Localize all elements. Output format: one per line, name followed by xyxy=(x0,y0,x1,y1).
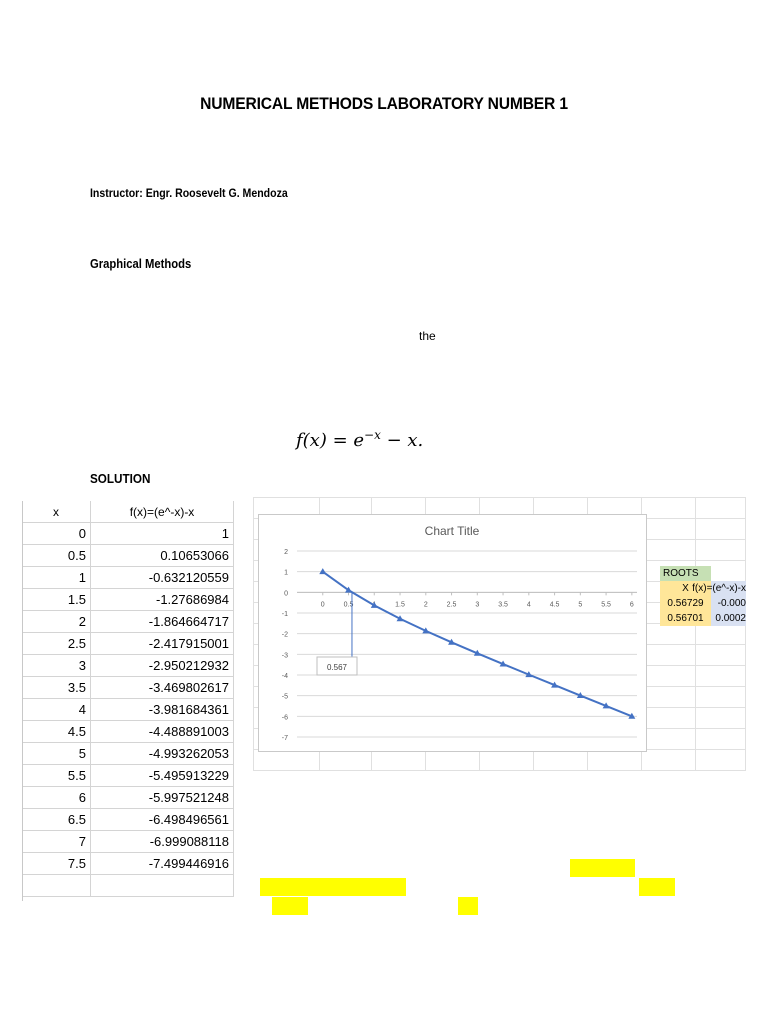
table-row xyxy=(22,545,234,567)
cell-x: 7 xyxy=(22,831,91,853)
table-row xyxy=(22,721,234,743)
cell-x: 1.5 xyxy=(22,589,91,611)
cell-x: 4 xyxy=(22,699,91,721)
cell-fx: -5.495913229 xyxy=(91,765,234,787)
y-tick-label: -4 xyxy=(281,673,288,680)
x-tick-label: 0 xyxy=(320,601,325,609)
cell-x: 7.5 xyxy=(22,853,91,875)
highlight-mark xyxy=(639,878,675,896)
page-title: NUMERICAL METHODS LABORATORY NUMBER 1 xyxy=(200,94,568,113)
root-x-1: 0.56729 xyxy=(660,596,711,611)
cell-x: 6 xyxy=(22,787,91,809)
chart-title: Chart Title xyxy=(424,524,480,538)
table-row xyxy=(22,831,234,853)
annotation-label: 0.567 xyxy=(326,663,348,672)
table-row xyxy=(22,567,234,589)
y-tick-label: -2 xyxy=(281,631,288,639)
cell-fx: -0.632120559 xyxy=(91,567,234,589)
table-row-empty xyxy=(22,875,234,897)
table-header-row xyxy=(22,501,234,523)
y-tick-label: -3 xyxy=(281,652,288,660)
formula-text: $f(x) = e^{-x} - x$. xyxy=(296,428,424,451)
table-row xyxy=(22,809,234,831)
table-row xyxy=(22,633,234,655)
cell-fx: -6.498496561 xyxy=(91,809,234,831)
y-tick-label: -6 xyxy=(281,714,288,722)
x-tick-label: 1.5 xyxy=(395,601,405,609)
roots-col-x: X xyxy=(660,581,711,596)
header-x: x xyxy=(22,501,91,523)
x-tick-label: 5.5 xyxy=(601,601,611,609)
x-tick-label: 3.5 xyxy=(498,601,508,609)
y-tick-label: -1 xyxy=(281,611,288,618)
cell-fx: -1.864664717 xyxy=(91,611,234,633)
root-f-1: -0.000 xyxy=(711,596,746,611)
cell-fx: 1 xyxy=(91,523,234,545)
root-f-2: 0.0002 xyxy=(711,611,746,626)
cell-fx: -4.488891003 xyxy=(91,721,234,743)
cell-x: 6.5 xyxy=(22,809,91,831)
cell-x: 4.5 xyxy=(22,721,91,743)
x-tick-label: 5 xyxy=(578,601,583,609)
table-row xyxy=(22,523,234,545)
cell-fx: -7.499446916 xyxy=(91,853,234,875)
y-tick-label: -5 xyxy=(281,693,288,701)
section-heading: Graphical Methods xyxy=(90,257,192,271)
y-tick-label: 1 xyxy=(284,569,288,577)
cell-empty xyxy=(91,875,234,897)
cell-fx: -6.999088118 xyxy=(91,831,234,853)
x-tick-label: 4.5 xyxy=(549,601,560,609)
x-tick-label: 2 xyxy=(423,601,428,609)
cell-x: 0.5 xyxy=(22,545,91,567)
cell-x: 3 xyxy=(22,655,91,677)
y-tick-label: 0 xyxy=(284,590,288,598)
cell-fx: -3.469802617 xyxy=(91,677,234,699)
roots-col-f-text: f(x)=(e^-x)-x xyxy=(692,583,746,594)
grid-line xyxy=(695,497,696,771)
fragment-text: the xyxy=(419,329,436,343)
cell-fx: -3.981684361 xyxy=(91,699,234,721)
data-table xyxy=(22,501,236,901)
y-tick-label: 2 xyxy=(284,549,288,556)
grid-line xyxy=(253,497,746,498)
table-row xyxy=(22,589,234,611)
highlight-mark xyxy=(458,897,478,915)
cell-x: 2 xyxy=(22,611,91,633)
cell-fx: 0.10653066 xyxy=(91,545,234,567)
x-tick-label: 6 xyxy=(629,601,634,609)
header-fx: f(x)=(e^-x)-x xyxy=(91,501,234,523)
cell-x: 5 xyxy=(22,743,91,765)
function-formula xyxy=(296,428,423,451)
x-tick-label: 3 xyxy=(475,601,480,609)
highlight-mark xyxy=(260,878,406,896)
table-row xyxy=(22,743,234,765)
line-chart[interactable] xyxy=(258,514,647,752)
x-tick-label: 4 xyxy=(526,601,531,609)
cell-x: 5.5 xyxy=(22,765,91,787)
highlight-mark xyxy=(570,859,635,877)
cell-x: 1 xyxy=(22,567,91,589)
cell-fx: -1.27686984 xyxy=(91,589,234,611)
cell-empty xyxy=(22,875,91,897)
highlight-mark xyxy=(272,897,308,915)
solution-heading: SOLUTION xyxy=(90,471,151,486)
cell-x: 0 xyxy=(22,523,91,545)
roots-label: ROOTS xyxy=(660,566,711,581)
cell-fx: -5.997521248 xyxy=(91,787,234,809)
cell-x: 2.5 xyxy=(22,633,91,655)
x-tick-label: 0.5 xyxy=(343,601,354,609)
grid-line xyxy=(253,497,254,771)
x-tick-label: 2.5 xyxy=(446,601,457,609)
cell-x: 3.5 xyxy=(22,677,91,699)
table-row xyxy=(22,699,234,721)
roots-col-f xyxy=(692,581,746,596)
chart-svg xyxy=(259,515,646,751)
cell-fx: -2.950212932 xyxy=(91,655,234,677)
grid-line xyxy=(745,497,746,771)
table-row xyxy=(22,655,234,677)
table-row xyxy=(22,765,234,787)
table-row xyxy=(22,611,234,633)
instructor-line: Instructor: Engr. Roosevelt G. Mendoza xyxy=(90,186,288,200)
table-row xyxy=(22,787,234,809)
cell-fx: -2.417915001 xyxy=(91,633,234,655)
table-row xyxy=(22,853,234,875)
table-row xyxy=(22,677,234,699)
cell-fx: -4.993262053 xyxy=(91,743,234,765)
root-x-2: 0.56701 xyxy=(660,611,711,626)
y-tick-label: -7 xyxy=(281,735,288,742)
grid-line xyxy=(253,770,746,771)
